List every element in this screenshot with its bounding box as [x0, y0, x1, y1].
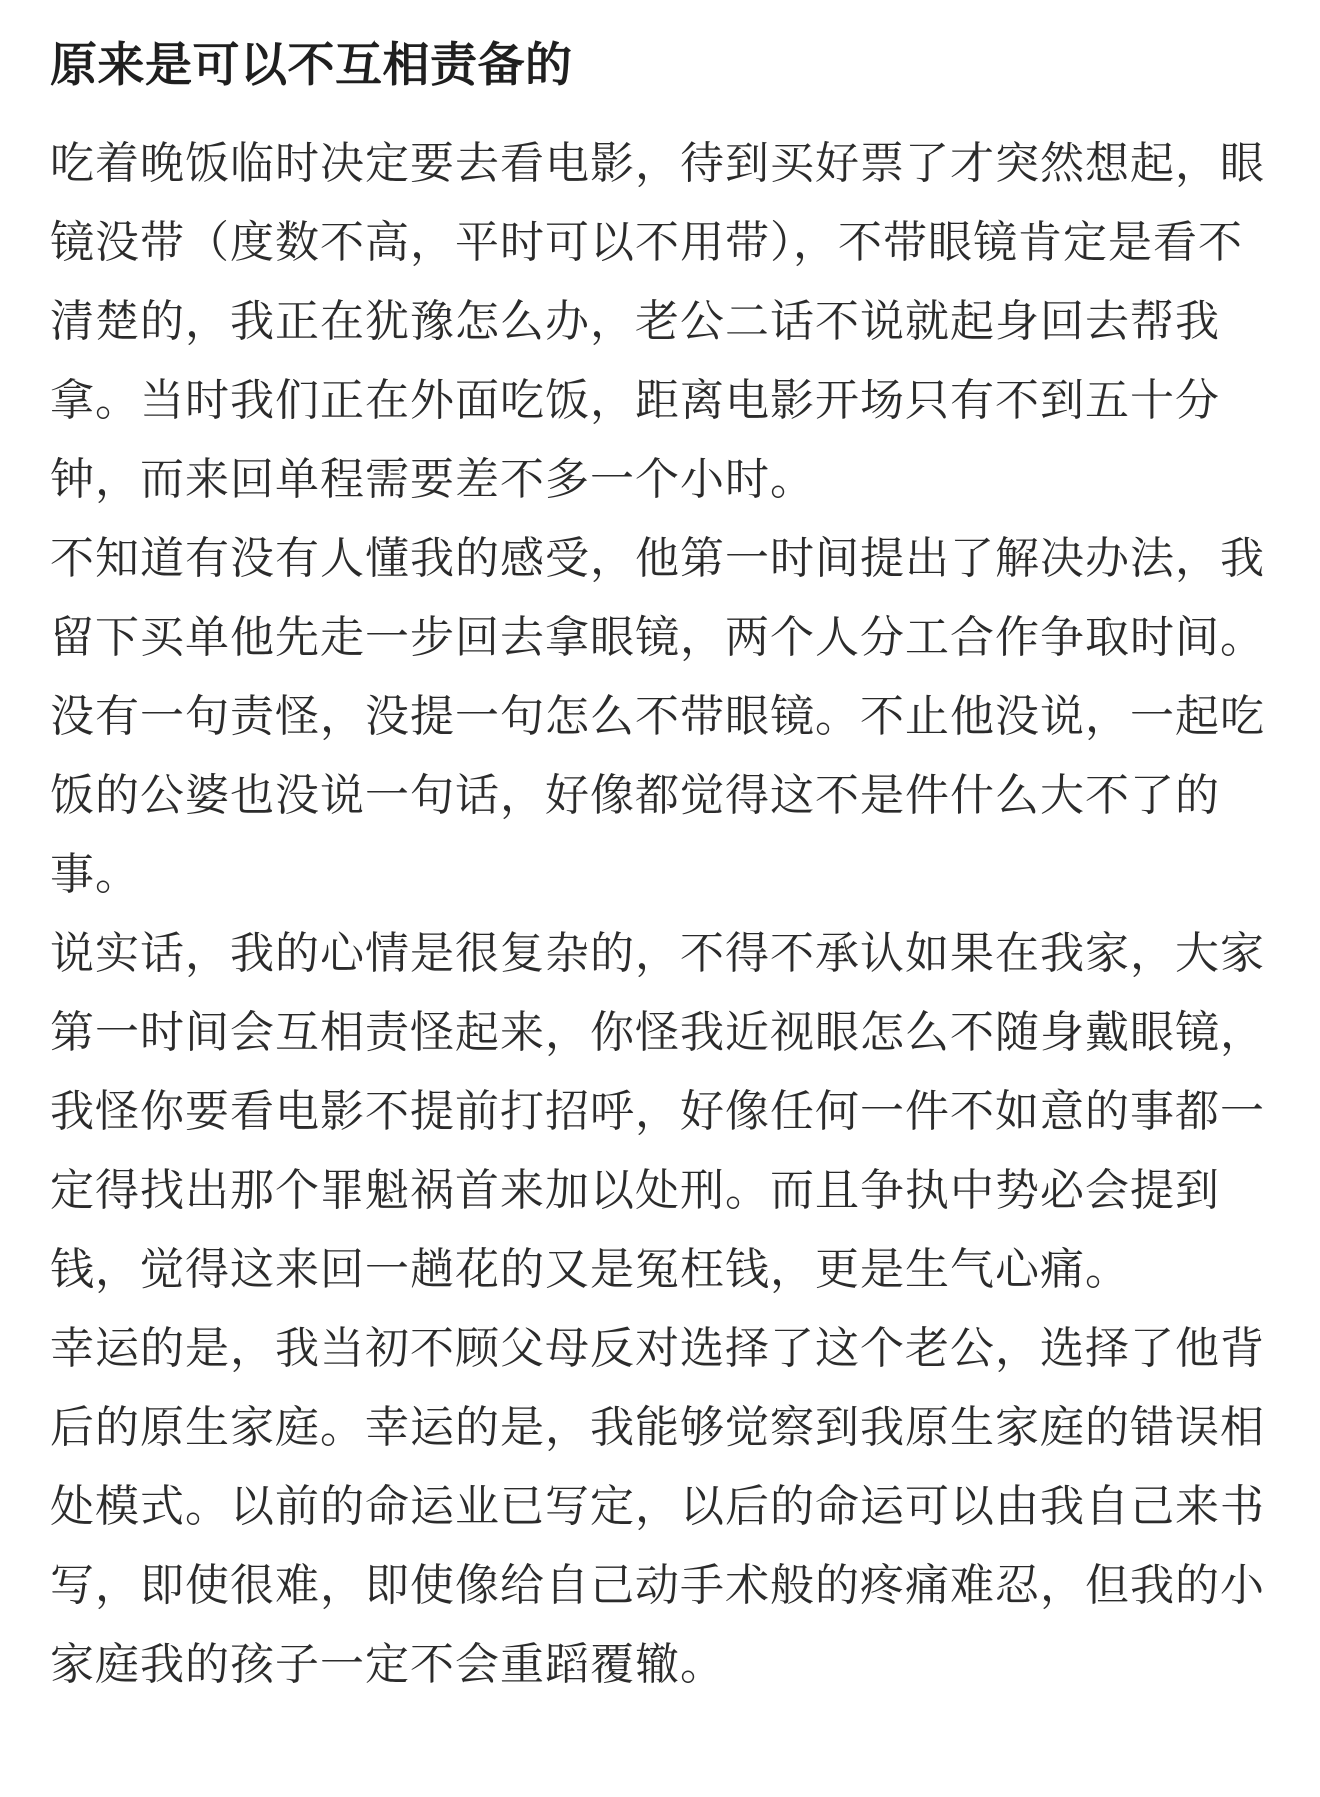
- article-title: 原来是可以不互相责备的: [50, 38, 573, 93]
- paragraph-3: 说实话，我的心情是很复杂的，不得不承认如果在我家，大家第一时间会互相责怪起来，你怪我近视眼怎么不随身戴眼镜，我怪你要看电影不提前打招呼，好像任何一件不如意的事都一定得找出那个罪魁祸首来加以处刑。而且争执中势必会提到钱，觉得这来回一趟花的又是冤枉钱，更是生气心痛。: [50, 928, 1265, 1295]
- paragraph-2: 不知道有没有人懂我的感受，他第一时间提出了解决办法，我留下买单他先走一步回去拿眼镜，两个人分工合作争取时间。没有一句责怪，没提一句怎么不带眼镜。不止他没说，一起吃饭的公婆也没说一句话，好像都觉得这不是件什么大不了的事。: [50, 533, 1265, 900]
- article: [50, 28, 1280, 1704]
- paragraph-4: 幸运的是，我当初不顾父母反对选择了这个老公，选择了他背后的原生家庭。幸运的是，我能够觉察到我原生家庭的错误相处模式。以前的命运业已写定，以后的命运可以由我自己来书写，即使很难，即使像给自己动手术般的疼痛难忍，但我的小家庭我的孩子一定不会重蹈覆辙。: [50, 1323, 1265, 1690]
- paragraph-1: 吃着晚饭临时决定要去看电影，待到买好票了才突然想起，眼镜没带（度数不高，平时可以不用带），不带眼镜肯定是看不清楚的，我正在犹豫怎么办，老公二话不说就起身回去帮我拿。当时我们正在外面吃饭，距离电影开场只有不到五十分钟，而来回单程需要差不多一个小时。: [50, 138, 1265, 505]
